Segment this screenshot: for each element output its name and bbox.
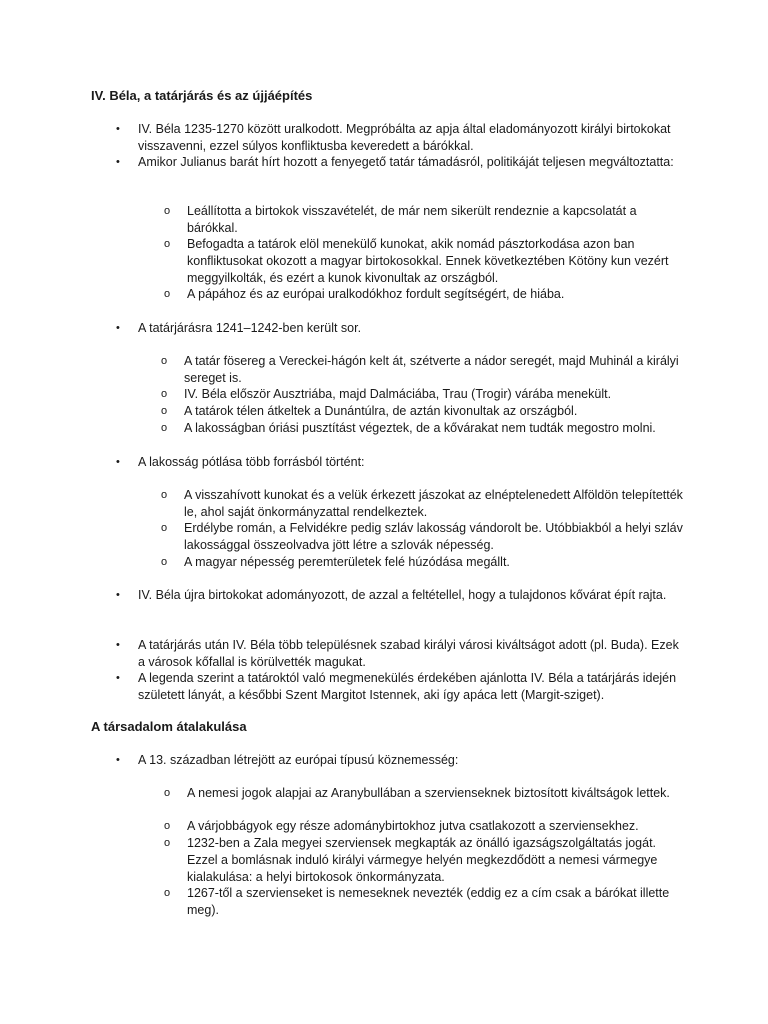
list-item-text: A tatárok télen átkeltek a Dunántúlra, de aztán kivonultak az országból. [184,404,578,418]
circle-marker: o [161,355,168,367]
list-item-text: A lakosságban óriási pusztítást végeztek, de a kővárakat nem tudták megostro molni. [184,421,656,435]
list-item [116,121,686,155]
list-item-text: 1232-ben a Zala megyei szerviensek megkapták az önálló igazságszolgáltatás jogát. Ezzel a bomlásnak induló királyi vármegye helyén megkezdődött a nemesi vármegye kialakulása: a helyi birtokosok önkormányzata. [187,836,658,884]
list-item [116,752,686,769]
circle-marker: o [161,489,168,501]
sub-list-item [164,835,687,885]
circle-marker: o [164,288,171,300]
circle-marker: o [161,405,168,417]
bullet-marker: • [116,123,120,135]
sub-list-item [161,554,686,571]
bullet-marker: • [116,672,120,684]
section-title: A társadalom átalakulása [91,719,247,734]
list-item-text: A nemesi jogok alapjai az Aranybullában a szervienseknek biztosított kiváltságok lettek. [187,786,670,800]
bullet-marker: • [116,639,120,651]
circle-marker: o [164,205,171,217]
sub-list-item [164,785,687,802]
circle-marker: o [161,388,168,400]
bullet-marker: • [116,754,120,766]
list-item-text: IV. Béla először Ausztriába, majd Dalmáciába, Trau (Trogir) várába menekült. [184,387,612,401]
sub-list-item [161,520,686,554]
list-item-text: Amikor Julianus barát hírt hozott a fenyegető tatár támadásról, politikáját teljesen megváltoztatta: [138,155,674,169]
sub-list-item [164,236,687,286]
list-item-text: A legenda szerint a tatároktól való megmenekülés érdekében ajánlotta IV. Béla a tatárjárás idején született lányát, a későbbi Szent Margitot Istennek, aki így apáca lett (Margit-sziget). [138,671,677,702]
bullet-marker: • [116,456,120,468]
list-item [116,154,686,171]
list-item-text: 1267-től a szervienseket is nemeseknek nevezték (eddig ez a cím csak a bárókat illette meg). [187,886,670,917]
list-item-text: IV. Béla újra birtokokat adományozott, de azzal a feltétellel, hogy a tulajdonos kővárat épít rajta. [138,588,667,602]
sub-list-item [161,353,686,387]
circle-marker: o [164,787,171,799]
list-item-text: Erdélybe román, a Felvidékre pedig szláv lakosság vándorolt be. Utóbbiakból a helyi szláv lakossággal összeolvadva jött létre a szlovák népesség. [184,521,683,552]
list-item [116,454,686,471]
bullet-marker: • [116,156,120,168]
list-item-text: A tatárjárásra 1241–1242-ben került sor. [138,321,362,335]
list-item-text: A magyar népesség peremterületek felé húzódása megállt. [184,555,510,569]
circle-marker: o [164,238,171,250]
list-item [116,320,686,337]
bullet-marker: • [116,589,120,601]
list-item [116,637,686,671]
list-item-text: A lakosság pótlása több forrásból történt: [138,455,365,469]
list-item-text: A várjobbágyok egy része adománybirtokhoz jutva csatlakozott a szerviensekhez. [187,819,639,833]
list-item-text: Befogadta a tatárok elöl menekülő kunokat, akik nomád pásztorkodása azon ban konfliktusokat okozott a magyar birtokosokkal. Ennek következtében Kötöny kun vezért meggyilkolták, és ezért a kunok kivonultak az országból. [187,237,669,285]
circle-marker: o [161,422,168,434]
sub-list-item [164,818,687,835]
circle-marker: o [164,820,171,832]
list-item [116,587,686,604]
section-title: IV. Béla, a tatárjárás és az újjáépítés [91,88,313,103]
sub-list-item [164,885,687,919]
list-item [116,670,686,704]
bullet-marker: • [116,322,120,334]
sub-list-item [161,487,686,521]
list-item-text: Leállította a birtokok visszavételét, de már nem sikerült rendeznie a kapcsolatát a bárókkal. [187,204,637,235]
list-item-text: A 13. században létrejött az európai típusú köznemesség: [138,753,459,767]
list-item-text: A visszahívott kunokat és a velük érkezett jászokat az elnéptelenedett Alföldön telepítették le, ahol saját önkormányzattal rendelkeztek. [184,488,683,519]
circle-marker: o [161,522,168,534]
circle-marker: o [164,837,171,849]
list-item-text: A pápához és az európai uralkodókhoz fordult segítségért, de hiába. [187,287,565,301]
list-item-text: IV. Béla 1235-1270 között uralkodott. Megpróbálta az apja által eladományozott királyi birtokokat visszavenni, ezzel súlyos konfliktusba keveredett a bárókkal. [138,122,671,153]
sub-list-item [164,286,687,303]
sub-list-item [164,203,687,237]
circle-marker: o [161,556,168,568]
sub-list-item [161,420,686,437]
list-item-text: A tatár fösereg a Vereckei-hágón kelt át, szétverte a nádor seregét, majd Muhinál a királyi sereget is. [184,354,679,385]
circle-marker: o [164,887,171,899]
sub-list-item [161,386,686,403]
list-item-text: A tatárjárás után IV. Béla több településnek szabad királyi városi kiváltságot adott (pl. Buda). Ezek a városok kőfallal is körülvették magukat. [138,638,679,669]
sub-list-item [161,403,686,420]
